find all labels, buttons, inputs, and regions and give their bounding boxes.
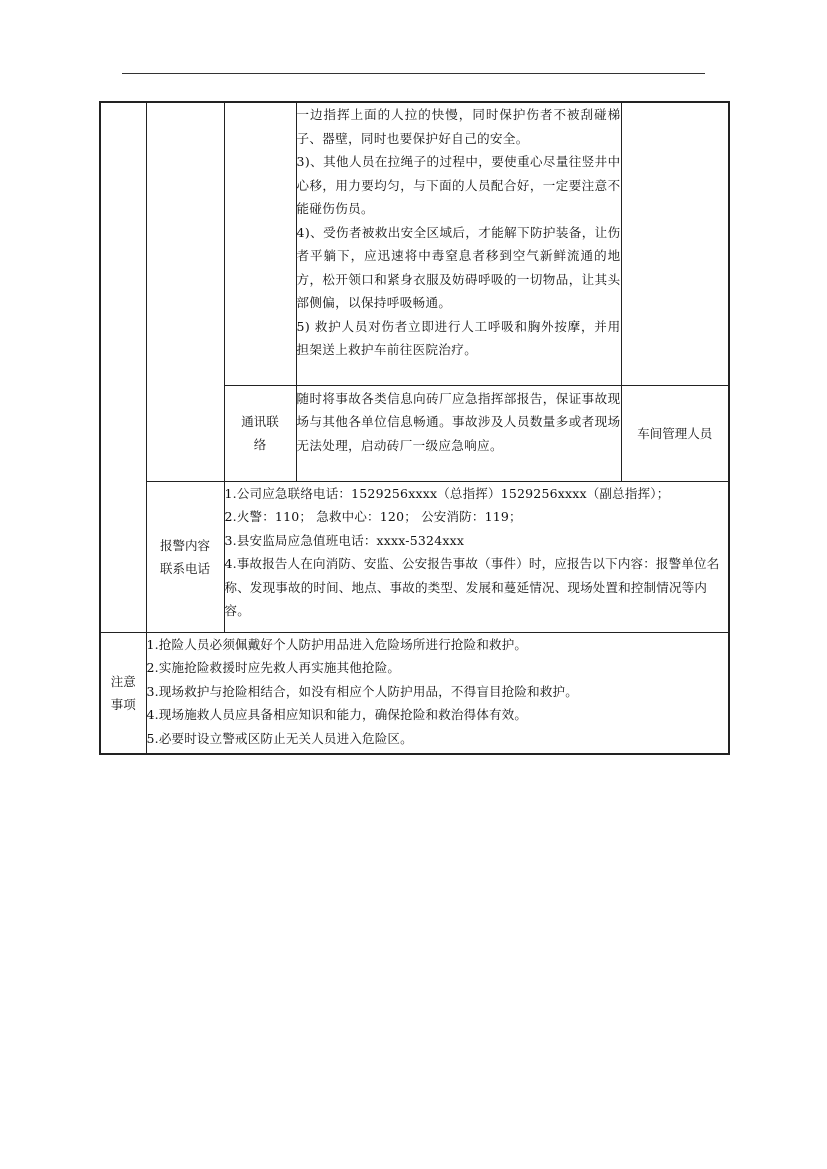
responsible-cell [621, 102, 729, 385]
notes-row [100, 632, 729, 754]
alarm-contacts [224, 481, 729, 632]
note-item: 2.实施抢险救援时应先救人再实施其他抢险。 [146, 660, 401, 675]
section-label-cell [100, 102, 146, 632]
note-item: 1.抢险人员必须佩戴好个人防护用品进入危险场所进行抢险和救护。 [146, 636, 528, 652]
rescue-step: 3)、其他人员在拉绳子的过程中，要使重心尽量往竖井中心移，用力要均匀，与下面的人员配合好，一定要注意不能碰伤伤员。 [296, 154, 621, 216]
alarm-item: 3.县安监局应急值班电话：xxxx-5324xxx [224, 532, 465, 548]
method-label-cell [224, 102, 296, 385]
category-cell [146, 102, 224, 481]
communication-label: 通讯联 络 [224, 385, 296, 481]
alarm-item: 4.事故报告人在向消防、安监、公安报告事故（事件）时，应报告以下内容：报警单位名称、发现事故的时间、地点、事故的类型、发展和蔓延情况、现场处置和控制情况等内容。 [224, 556, 720, 618]
alarm-item: 1.公司应急联络电话：1529256xxxx（总指挥）1529256xxxx（副总指挥）； [224, 485, 670, 501]
alarm-row [100, 481, 729, 632]
notes-label: 注意 事项 [100, 632, 146, 754]
note-item: 3.现场救护与抢险相结合，如没有相应个人防护用品，不得盲目抢险和救护。 [146, 683, 578, 699]
note-item: 5.必要时设立警戒区防止无关人员进入危险区。 [146, 730, 413, 746]
rescue-step: 一边指挥上面的人拉的快慢，同时保护伤者不被刮碰梯子、器壁，同时也要保护好自己的安全。 [296, 107, 621, 146]
rescue-steps-cell [296, 102, 621, 385]
emergency-response-table [99, 101, 730, 755]
alarm-item: 2.火警：110； 急救中心：120； 公安消防：119； [224, 509, 522, 524]
note-item: 4.现场施救人员应具备相应知识和能力，确保抢险和救治得体有效。 [146, 707, 528, 722]
notes-content [146, 632, 729, 754]
rescue-step: 5) 救护人员对伤者立即进行人工呼吸和胸外按摩，并用担架送上救护车前往医院治疗。 [296, 318, 621, 357]
rescue-steps-row [100, 102, 729, 385]
communication-content: 随时将事故各类信息向砖厂应急指挥部报告，保证事故现场与其他各单位信息畅通。事故涉及人员数量多或者现场无法处理，启动砖厂一级应急响应。 [296, 385, 621, 481]
alarm-label: 报警内容 联系电话 [146, 481, 224, 632]
rescue-step: 4)、受伤者被救出安全区域后，才能解下防护装备，让伤者平躺下，应迅速将中毒窒息者移到空气新鲜流通的地方，松开领口和紧身衣服及妨碍呼吸的一切物品，让其头部侧偏，以保持呼吸畅通。 [296, 224, 621, 310]
communication-responsible: 车间管理人员 [621, 385, 729, 481]
header-rule [122, 73, 705, 74]
